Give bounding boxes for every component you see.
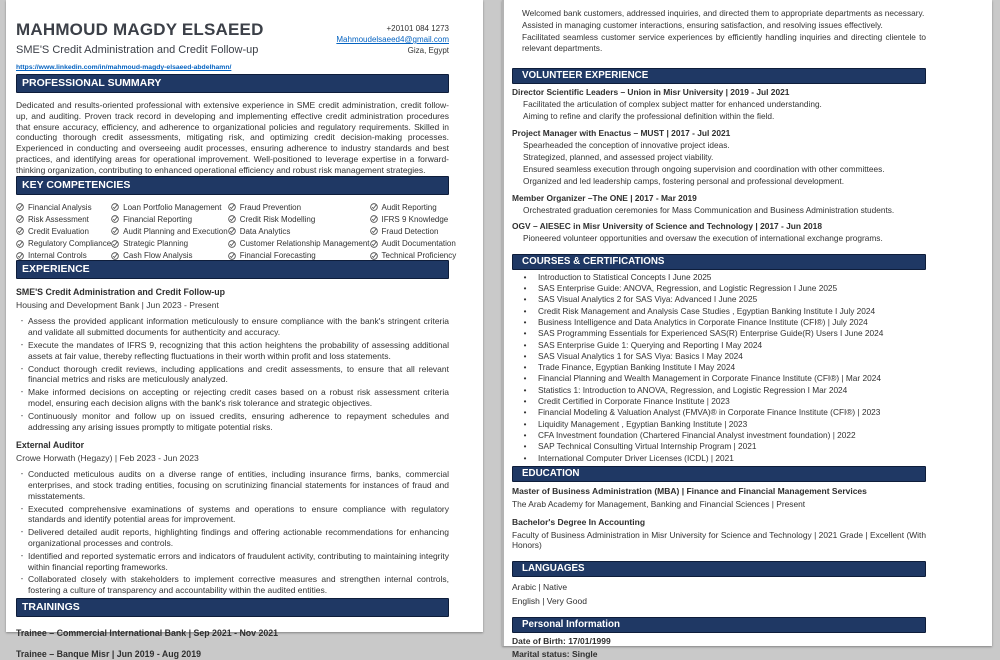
competency-item [228, 203, 370, 212]
job-company-dates: Housing and Development Bank | Jun 2023 - Present [16, 300, 219, 311]
candidate-name: MAHMOUD MAGDY ELSAEED [16, 20, 264, 39]
bullet-item [16, 574, 449, 596]
bullet-marker: - [20, 387, 24, 397]
bullet-marker: • [523, 329, 527, 339]
section-header-languages: LANGUAGES [512, 561, 926, 577]
bullet-marker: • [523, 284, 527, 294]
bullet-marker: • [523, 272, 527, 282]
volunteer-title: Director Scientific Leaders – Union in Misr University | 2019 - Jul 2021 [512, 87, 790, 97]
continuation-line: Assisted in managing customer interactions, ensuring satisfaction, and resolving issues effectively. [522, 20, 883, 30]
course-item [512, 374, 926, 384]
bullet-marker: • [523, 385, 527, 395]
bullet-marker: - [20, 503, 24, 513]
bullet-text: Conduct thorough credit reviews, including applications and credit assessments, to ensure that all relevant financial metrics and risks are meticulously analyzed. [28, 363, 449, 385]
bullet-marker: • [523, 397, 527, 407]
competency-item [370, 215, 457, 224]
bullet-marker: • [523, 419, 527, 429]
competency-item [228, 239, 370, 248]
volunteer-bullet: Spearheaded the conception of innovative project ideas. [523, 139, 730, 150]
course-item [512, 329, 926, 339]
competency-label: Internal Controls [28, 251, 87, 261]
check-circle-icon [111, 240, 119, 248]
location-text: Giza, Egypt [407, 46, 449, 55]
language-item: Arabic | Native [512, 582, 568, 593]
bullet-marker: • [523, 453, 527, 463]
linkedin-link[interactable]: https://www.linkedin.com/in/mahmoud-magdy-elsaeed-abdelhamn/ [16, 64, 232, 71]
volunteer-bullet-list [512, 233, 926, 244]
volunteer-bullet: Orchestrated graduation ceremonies for Mass Communication and Business Administration students. [523, 204, 895, 215]
competency-item [228, 215, 370, 224]
bullet-item [16, 316, 449, 338]
competency-label: Credit Evaluation [28, 226, 89, 236]
continuation-line: Facilitated seamless customer service experiences by efficiently handling inquiries and directing clientele to relevant departments. [522, 32, 926, 53]
education-block [512, 486, 926, 551]
competency-label: IFRS 9 Knowledge [381, 214, 449, 224]
competency-item [16, 203, 111, 212]
bullet-item [16, 504, 449, 526]
section-header-experience: EXPERIENCE [16, 260, 449, 279]
check-circle-icon [370, 240, 378, 248]
job-title: External Auditor [16, 440, 85, 451]
course-item [512, 295, 926, 305]
experience-job-2 [16, 440, 449, 596]
bullet-item [16, 364, 449, 386]
bullet-marker: - [20, 363, 24, 373]
courses-list [512, 273, 926, 464]
bullet-marker: - [20, 574, 24, 584]
candidate-title: SME'S Credit Administration and Credit Follow-up [16, 44, 259, 56]
course-text: Business Intelligence and Data Analytics in Corporate Finance Institute (CFI®) | July 2024 [538, 316, 868, 327]
competency-label: Financial Analysis [28, 202, 92, 212]
bullet-text: Assess the provided applicant information meticulously to ensure compliance with the bank's stringent criteria and validate all submitted documents for authenticity and accuracy. [28, 316, 449, 338]
phone-number: +20101 084 1273 [386, 24, 449, 33]
check-circle-icon [370, 203, 378, 211]
competency-label: Credit Risk Modelling [239, 214, 316, 224]
check-circle-icon [228, 252, 236, 260]
competency-item [111, 227, 228, 236]
professional-summary-text: Dedicated and results-oriented professional with extensive experience in SME credit administration, credit follow-up, and auditing. Proven track record in developing and implementing effective credit administration procedures that ensure accuracy, efficiency, and adherence to organizational policies and regulatory requirements. Skilled in conducting thorough credit assessments, mitigating risk, and optimizing credit decision-making processes. Experienced in conducting and overseeing audit processes, ensuring adherence to industry standards and best practices, and identifying areas for operational improvement. Well-positioned to leverage expertise in a forward-thinking organization, contributing to enhanced operational efficiency and robust risk management strategies. [16, 100, 449, 175]
course-text: International Computer Driver Licenses (ICDL) | 2021 [538, 452, 734, 463]
experience-continuation-list [512, 8, 926, 54]
course-item [512, 363, 926, 373]
competency-label: Fraud Detection [381, 226, 439, 236]
competency-label: Strategic Planning [123, 239, 189, 249]
bullet-marker: • [523, 306, 527, 316]
competency-item [228, 251, 370, 260]
volunteer-entry-1 [512, 87, 926, 122]
competency-label: Loan Portfolio Management [123, 202, 222, 212]
course-text: SAP Technical Consulting Virtual Internship Program | 2021 [538, 441, 757, 452]
competency-label: Audit Documentation [381, 239, 456, 249]
check-circle-icon [228, 227, 236, 235]
check-circle-icon [228, 215, 236, 223]
volunteer-title: OGV – AIESEC in Misr University of Science and Technology | 2017 - Jun 2018 [512, 221, 822, 232]
bullet-marker: - [20, 527, 24, 537]
section-header-trainings: TRAININGS [16, 598, 449, 617]
course-text: SAS Enterprise Guide 1: Querying and Reporting I May 2024 [538, 339, 763, 350]
bullet-text: Conducted meticulous audits on a diverse range of entities, including insurance firms, banks, commercial enterprises, and stock trading entities, focusing on scrutinizing financial statements for instances of fraud and misstatements. [28, 469, 449, 501]
volunteer-bullet-list [512, 99, 926, 122]
continuation-line: Welcomed bank customers, addressed inquiries, and directed them to appropriate departments as necessary. [522, 8, 925, 18]
course-item [512, 284, 926, 294]
competency-item [370, 203, 457, 212]
bullet-marker: • [523, 442, 527, 452]
bullet-item [16, 411, 449, 433]
competency-label: Financial Reporting [123, 214, 193, 224]
bullet-text: Execute the mandates of IFRS 9, recognizing that this action heightens the probability of assessing additional assets at fair value, thereby reflecting fluctuations in their worth within profit and loss statements. [28, 339, 449, 361]
competency-item [16, 227, 111, 236]
check-circle-icon [16, 227, 24, 235]
competency-item [16, 239, 111, 248]
bullet-marker: • [523, 408, 527, 418]
language-item: English | Very Good [512, 596, 587, 607]
volunteer-bullet: Organized and led leadership camps, fostering personal and professional development. [523, 175, 845, 186]
course-text: Credit Risk Management and Analysis Case Studies , Egyptian Banking Institute I July 2024 [538, 305, 876, 316]
competency-item [111, 239, 228, 248]
course-text: Liquidity Management , Egyptian Banking Institute | 2023 [538, 418, 748, 429]
bullet-marker: • [523, 430, 527, 440]
check-circle-icon [16, 252, 24, 260]
section-header-key-competencies: KEY COMPETENCIES [16, 176, 449, 195]
competencies-column-4 [370, 203, 457, 261]
job-bullet-list [16, 316, 449, 432]
contact-block [336, 23, 449, 56]
course-item [512, 397, 926, 407]
course-text: SAS Visual Analytics 1 for SAS Viya: Basics I May 2024 [538, 350, 743, 361]
competencies-column-1 [16, 203, 111, 261]
competency-item [111, 215, 228, 224]
personal-info-item: Marital status: Single [512, 649, 598, 660]
course-item [512, 431, 926, 441]
check-circle-icon [111, 252, 119, 260]
course-item [512, 454, 926, 464]
trainings-list [16, 628, 449, 659]
bullet-marker: • [523, 340, 527, 350]
competency-label: Fraud Prevention [239, 202, 302, 212]
email-link[interactable]: Mahmoudelsaeed4@gmail.com [336, 35, 449, 44]
course-text: Financial Planning and Wealth Management in Corporate Finance Institute (CFI®) | Mar 2024 [538, 373, 881, 384]
section-header-personal-information: Personal Information [512, 617, 926, 633]
course-text: SAS Enterprise Guide: ANOVA, Regression, and Logistic Regression I June 2025 [538, 283, 838, 294]
personal-info-item: Date of Birth: 17/01/1999 [512, 636, 611, 647]
check-circle-icon [111, 215, 119, 223]
competency-label: Regulatory Compliance [28, 239, 112, 249]
check-circle-icon [16, 203, 24, 211]
resume-page-1 [6, 0, 483, 660]
competencies-column-2 [111, 203, 228, 261]
check-circle-icon [111, 227, 119, 235]
competency-label: Data Analytics [239, 226, 291, 236]
check-circle-icon [228, 240, 236, 248]
course-text: Trade Finance, Egyptian Banking Institute I May 2024 [538, 362, 736, 373]
bullet-item [16, 551, 449, 573]
bullet-text: Collaborated closely with stakeholders to implement corrective measures and strengthen internal controls, fostering a culture of transparency and accountability within the audited entities. [28, 574, 449, 596]
experience-job-1 [16, 287, 449, 432]
volunteer-title: Project Manager with Enactus – MUST | 2017 - Jul 2021 [512, 127, 731, 138]
training-item: Trainee – Banque Misr | Jun 2019 - Aug 2019 [16, 649, 201, 660]
volunteer-entry-2 [512, 128, 926, 187]
volunteer-entry-4 [512, 221, 926, 244]
course-text: Credit Certified in Corporate Finance Institute | 2023 [538, 396, 730, 407]
competency-item [228, 227, 370, 236]
volunteer-bullet: Ensured seamless execution through ongoing supervision and coordination with other committees. [523, 163, 885, 174]
course-item [512, 386, 926, 396]
competency-item [370, 251, 457, 260]
bullet-marker: - [20, 469, 24, 479]
competency-item [111, 251, 228, 260]
bullet-marker: • [523, 374, 527, 384]
education-school-bachelor: Faculty of Business Administration in Misr University for Science and Technology | 2021 Grade | Excellent (With Honors) [512, 529, 926, 551]
competency-label: Technical Proficiency [381, 251, 457, 261]
languages-list [512, 582, 926, 607]
course-item [512, 318, 926, 328]
bullet-item [16, 469, 449, 501]
course-text: CFA Investment foundation (Chartered Financial Analyst investment foundation) | 2022 [538, 429, 856, 440]
competency-label: Risk Assessment [28, 214, 89, 224]
course-item [512, 273, 926, 283]
education-degree-mba: Master of Business Administration (MBA) | Finance and Financial Management Services [512, 486, 867, 497]
resume-page-2 [502, 0, 992, 660]
course-item [512, 408, 926, 418]
bullet-marker: • [523, 351, 527, 361]
job-title: SME'S Credit Administration and Credit Follow-up [16, 287, 225, 298]
check-circle-icon [370, 252, 378, 260]
course-item [512, 442, 926, 452]
bullet-marker: • [523, 363, 527, 373]
bullet-marker: - [20, 316, 24, 326]
education-degree-bachelor: Bachelor's Degree In Accounting [512, 516, 646, 527]
bullet-item [16, 340, 449, 362]
course-text: Statistics 1: Introduction to ANOVA, Regression, and Logistic Regression I Mar 2024 [538, 384, 848, 395]
competency-item [111, 203, 228, 212]
competencies-column-3 [228, 203, 370, 261]
competencies-grid [16, 202, 457, 261]
volunteer-bullet: Strategized, planned, and assessed project viability. [523, 151, 714, 162]
course-item [512, 307, 926, 317]
bullet-text: Make informed decisions on accepting or rejecting credit cases based on a robust risk assessment criteria model, ensuring each decision aligns with the bank's risk tolerance and strategic objectives. [28, 387, 449, 408]
course-text: SAS Programming Essentials for Experienced SAS(R) Enterprise Guide(R) Users I June 2024 [538, 328, 884, 339]
bullet-text: Executed comprehensive examinations of systems and operations to ensure compliance with regulatory standards and identify potential areas for improvement. [28, 503, 449, 525]
competency-item [16, 251, 111, 260]
section-header-professional-summary: PROFESSIONAL SUMMARY [16, 74, 449, 93]
volunteer-bullet-list [512, 140, 926, 187]
bullet-marker: • [523, 317, 527, 327]
bullet-text: Continuously monitor and follow up on issued credits, ensuring adherence to repayment schedules and addressing any arising issues promptly to mitigate potential risks. [28, 410, 449, 432]
job-bullet-list [16, 469, 449, 596]
bullet-marker: - [20, 550, 24, 560]
bullet-marker: - [20, 339, 24, 349]
section-header-education: EDUCATION [512, 466, 926, 482]
check-circle-icon [111, 203, 119, 211]
volunteer-bullet: Aiming to refine and clarify the professional definition within the field. [523, 111, 775, 122]
course-text: Financial Modeling & Valuation Analyst (FMVA)® in Corporate Finance Institute (CFI®) | 2023 [538, 407, 881, 418]
competency-label: Customer Relationship Management [239, 239, 370, 249]
competency-item [370, 239, 457, 248]
check-circle-icon [370, 215, 378, 223]
job-company-dates: Crowe Horwath (Hegazy) | Feb 2023 - Jun 2023 [16, 453, 199, 464]
course-item [512, 352, 926, 362]
volunteer-bullet: Facilitated the articulation of complex subject matter for enhanced understanding. [523, 99, 822, 109]
bullet-text: Delivered detailed audit reports, highlighting findings and offering actionable recommendations for enhancing organizational processes and controls. [28, 527, 449, 549]
competency-label: Financial Forecasting [239, 251, 316, 261]
education-school-mba: The Arab Academy for Management, Banking and Financial Sciences | Present [512, 499, 806, 510]
competency-label: Audit Planning and Execution [123, 226, 228, 236]
check-circle-icon [370, 227, 378, 235]
volunteer-bullet: Pioneered volunteer opportunities and oversaw the execution of international exchange programs. [523, 233, 883, 244]
course-text: SAS Visual Analytics 2 for SAS Viya: Advanced I June 2025 [538, 294, 758, 305]
check-circle-icon [228, 203, 236, 211]
course-text: Introduction to Statistical Concepts I June 2025 [538, 271, 712, 282]
course-item [512, 420, 926, 430]
volunteer-title: Member Organizer –The ONE | 2017 - Mar 2019 [512, 192, 697, 203]
competency-item [16, 215, 111, 224]
bullet-item [16, 527, 449, 549]
training-item: Trainee – Commercial International Bank | Sep 2021 - Nov 2021 [16, 628, 279, 639]
check-circle-icon [16, 215, 24, 223]
bullet-text: Identified and reported systematic errors and indicators of fraudulent activity, contributing to maintaining integrity within financial reporting frameworks. [28, 550, 449, 572]
competency-item [370, 227, 457, 236]
check-circle-icon [16, 240, 24, 248]
section-header-courses-certifications: COURSES & CERTIFICATIONS [512, 254, 926, 270]
bullet-item [16, 387, 449, 409]
competency-label: Audit Reporting [381, 202, 437, 212]
competency-label: Cash Flow Analysis [123, 251, 193, 261]
personal-info-list [512, 636, 926, 660]
volunteer-entry-3 [512, 193, 926, 216]
course-item [512, 341, 926, 351]
bullet-marker: - [20, 410, 24, 420]
volunteer-bullet-list [512, 205, 926, 216]
section-header-volunteer-experience: VOLUNTEER EXPERIENCE [512, 68, 926, 84]
bullet-marker: • [523, 295, 527, 305]
